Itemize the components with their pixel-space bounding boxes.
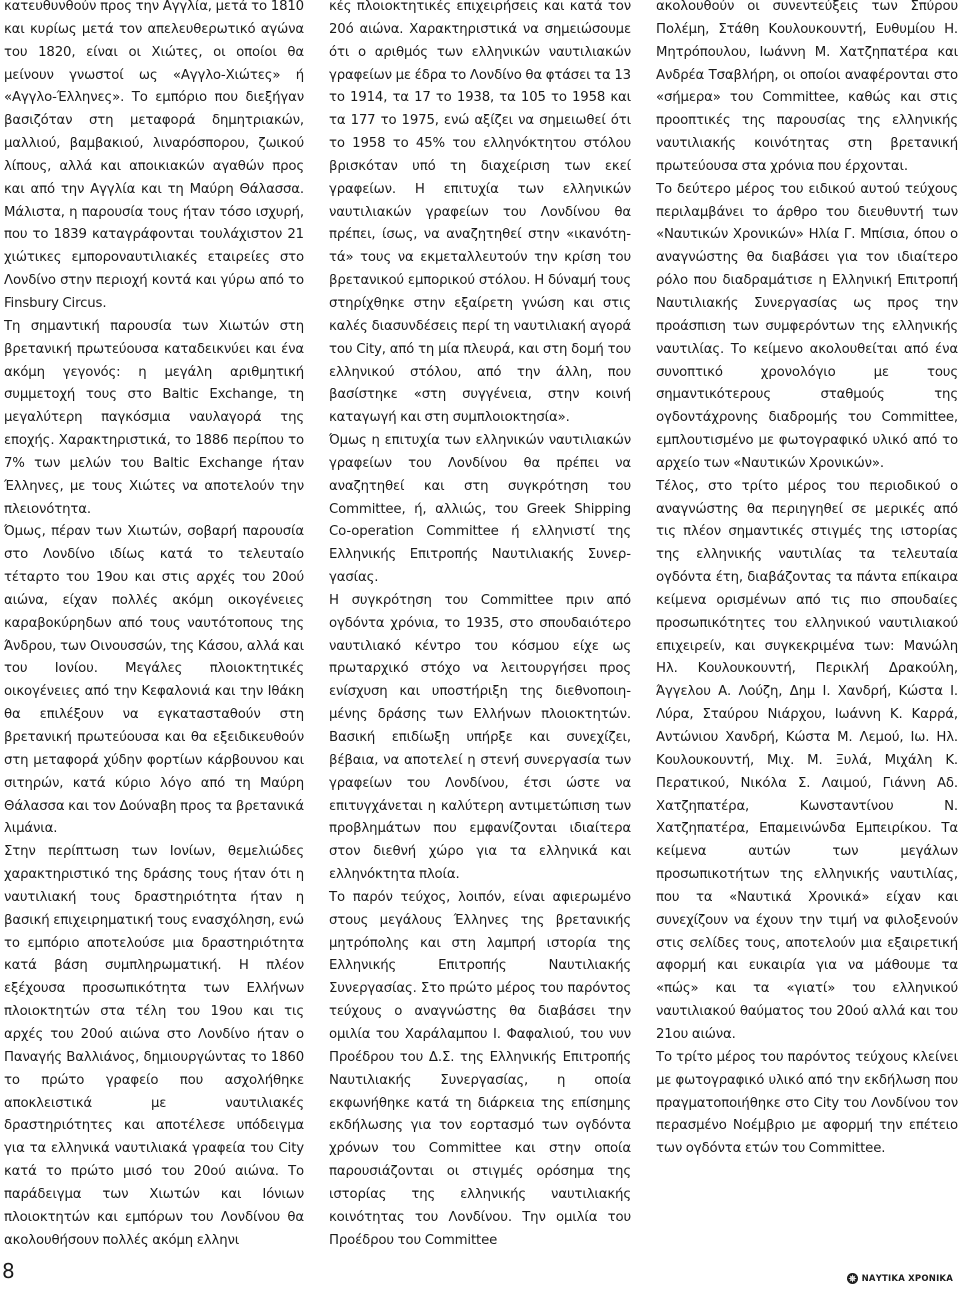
- text-column-3: [656, 0, 958, 1161]
- ship-wheel-icon: [847, 1273, 858, 1284]
- paragraph: Το δεύτερο μέρος του ειδικού αυτού τεύχους περιλαμβάνει το άρθρο του διευθυντή των «Ναυτικών Χρονικών» Ηλία Γ. Μπίσια, όπου ο αναγνώστης θα διαβάσει για τον ιδιαίτερο ρόλο που διαδραμάτισε η Ελληνική Επιτροπή Ναυτιλιακής Συνεργασίας ως προς την προάσπιση των συμφερόντων της ελληνικής ναυτιλίας. Το κείμενο ακολουθείται από ένα συνοπτικό χρονολόγιο με τους σημαντικότερους σταθμούς της ογδοντάχρονης διαδρομής του Committee, εμπλουτισμένο με φωτογραφικό υλικό από το αρχείο των «Ναυτικών Χρονικών».: [656, 181, 958, 471]
- paragraph: Τη σημαντική παρουσία των Χιωτών στη βρετανική πρωτεύουσα καταδεικνύει και ένα ακόμη γεγονός: η μεγάλη αριθμητική συμμετοχή τους στο Baltic Exchange, τη μεγαλύτερη παγκόσμια ναυλαγορά της εποχής. Χαρακτηριστικά, το 1886 περίπου το 7% των μελών του Baltic Exchange ήταν Έλληνες, με τους Χιώτες να αποτελούν την πλειονότητα.: [4, 318, 304, 517]
- paragraph: Το τρίτο μέρος του παρόντος τεύχους κλείνει με φωτογραφικό υλικό από την εκδήλωση που πραγματοποιήθηκε στο City του Λονδίνου τον περασμένο Νοέμβριο με αφορμή την επέτειο των ογδόντα ετών του Committee.: [656, 1049, 958, 1157]
- page-number: 8: [2, 1259, 15, 1283]
- paragraph: Το παρόν τεύχος, λοιπόν, είναι αφιερωμένο στους μεγάλους Έλληνες της βρετανικής μητρόπολης και στη λαμπρή ιστορία της Ελληνικής Επιτροπής Ναυτιλιακής Συνεργασίας. Στο πρώτο μέρος του παρόντος τεύχους ο αναγνώστης θα διαβάσει την ομιλία του Χαράλαμπου Ι. Φαφαλιού, του νυν Προέδρου του Δ.Σ. της Ελληνικής Επιτροπής Ναυτιλιακής Συνεργασίας, η οποία εκφωνήθηκε κατά τη διάρκεια της επίσημης εκδήλωσης για τον εορτασμό των ογδόντα χρόνων του Committee και στην οποία παρουσιάζονται οι στιγμές ορόσημα της ιστορίας της ελληνικής ναυτιλιακής κοινότητας του Λονδίνου. Την ομιλία του Προέδρου του Committee: [329, 889, 631, 1248]
- publication-logo: [847, 1273, 953, 1284]
- paragraph: Όμως, πέραν των Χιωτών, σοβαρή παρουσία στο Λονδίνο ιδίως κατά το τελευταίο τέταρτο του 19ου και στις αρχές του 20ού αιώνα, είχαν πολλές ακόμη οικογένειες καραβοκύρηδων από τους ναυτότοπους της Άνδρου, των Οινουσσών, της Κάσου, αλλά και του Ιονίου. Μεγάλες πλοιοκτητικές οικογένειες από την Κεφαλονιά και την Ιθάκη θα επιλέξουν να εγκατασταθούν στη βρετανική πρωτεύουσα και θα εξειδικευθούν στη μεταφορά χύδην φορτίων κάρβουνου και σιτηρών, κατά κύριο λόγο από τη Μαύρη Θάλασσα και τον Δούναβη προς τα βρετανικά λιμάνια.: [4, 524, 304, 837]
- page-footer: [0, 1240, 959, 1291]
- paragraph: κατευθυνθούν προς την Αγγλία, μετά το 1810 και κυρίως μετά τον απελευθερωτικό αγώνα του 1820, είναι οι Χιώτες, οι οποίοι θα μείνουν γνωστοί ως «Αγγλο-Χιώτες» ή «Αγγλο-Έλληνες». Το εμπόριο που διεξήγαν βασιζόταν στη μεταφορά δημητριακών, μαλλιού, βαμβακιού, λιναρόσπορου, ζωικού λίπους, αλλά και αποικιακών αγαθών προς και από την Αγγλία και τη Μαύρη Θάλασσα. Μάλιστα, η παρουσία τους ήταν τόσο ισχυρή, που το 1839 καταγράφονται τουλάχιστον 21 χιώτικες εμποροναυτιλιακές εταιρείες στο Λονδίνο στην περιοχή κοντά και γύρω από το Finsbury Circus.: [4, 0, 304, 311]
- paragraph: Η συγκρότηση του Committee πριν από ογδόντα χρόνια, το 1935, στο σπουδαιότερο ναυτιλιακό κέντρο του κόσμου είχε ως πρωταρχικό στόχο να λειτουργήσει προς ενίσχυση και υποστήριξη της διεθνοποιημένης δράσης των Ελλήνων πλοιοκτητών. Βασική επιδίωξη υπήρξε και συνεχίζει, βέβαια, να αποτελεί η στενή συνεργασία των γραφείων του Λονδίνου, έτσι ώστε να επιτυγχάνεται η καλύτερη αντιμετώπιση των προβλημάτων που εμφανίζονται ιδιαίτερα στον διεθνή χώρο για τα ελληνικά και ελληνόκτητα πλοία.: [329, 592, 631, 883]
- text-column-2: [329, 0, 631, 1252]
- paragraph: Όμως η επιτυχία των ελληνικών ναυτιλιακών γραφείων του Λονδίνου θα πρέπει να αναζητηθεί και στη συγκρότηση του Committee, ή, αλλιώς, του Greek Shipping Co-operation Committee ή ελληνιστί της Ελληνικής Επιτροπής Ναυτιλιακής Συνεργασίας.: [329, 433, 631, 586]
- paragraph: Τέλος, στο τρίτο μέρος του περιοδικού ο αναγνώστης θα περιηγηθεί σε μερικές από τις πλέον σημαντικές στιγμές της ιστορίας της ελληνικής ναυτιλίας τα τελευταία ογδόντα έτη, διαβάζοντας τα πάντα επίκαιρα κείμενα ορισμένων από τις πιο σπουδαίες προσωπικότητες του ελληνικού ναυτιλιακού επιχειρείν, και συγκεκριμένα των: Μανώλη Ηλ. Κουλουκουντή, Περικλή Δρακούλη, Άγγελου Α. Λούζη, Δημ Ι. Χανδρή, Κώστα Ι. Λύρα, Σταύρου Νιάρχου, Ιωάννη Κ. Καρρά, Αντώνιου Χανδρή, Κώστα Μ. Λεμού, Ιω. Ηλ. Κουλουκουντή, Μιχ. Μ. Ξυλά, Μιχάλη Κ. Περατικού, Νικόλα Σ. Λαιμού, Γιάννη Αδ. Χατζηπατέρα, Κωνσταντίνου Ν. Χατζηπατέρα, Επαμεινώνδα Εμπειρίκου. Τα κείμενα αυτών των μεγάλων προσωπικοτήτων της ελληνικής ναυτιλίας, που τα «Ναυτικά Χρονικά» είχαν και συνεχίζουν να έχουν την τιμή να φιλοξενούν στις σελίδες τους, αποτελούν μια εξαιρετική αφορμή και ευκαιρία για να μάθουμε τα «πώς» και τα «γιατί» του ελληνικού ναυτιλιακού θαύματος του 20ού αλλά και του 21ου αιώνα.: [656, 478, 958, 1042]
- paragraph: Στην περίπτωση των Ιονίων, θεμελιώδες χαρακτηριστικό της δράσης τους ήταν ότι η ναυτιλιακή τους δραστηριότητα ήταν η βασική επιχειρηματική τους ενασχόληση, ενώ το εμπόριο αποτελούσε μια δραστηριότητα κατά βάση συμπληρωματική. Η πλέον εξέχουσα προσωπικότητα των Ελλήνων πλοιοκτητών στα τέλη του 19ου και τις αρχές του 20ού αιώνα στο Λονδίνο ήταν ο Παναγής Βαλλιάνος, δημιουργώντας το 1860 το πρώτο γραφείο που ασχολήθηκε αποκλειστικά με ναυτιλιακές δραστηριότητες και αποτέλεσε υπόδειγμα για τα ελληνικά ναυτιλιακά γραφεία του City κατά το πρώτο μισό του 20ού αιώνα. Το παράδειγμα των Χιωτών και Ιόνιων πλοιοκτητών και εμπόρων του Λονδίνου θα ακολουθήσουν πολλές ακόμη ελληνι: [4, 844, 304, 1248]
- paragraph: ακολουθούν οι συνεντεύξεις των Σπύρου Πολέμη, Στάθη Κουλουκουντή, Ευθυμίου Η. Μητρόπουλου, Ιωάννη Μ. Χατζηπατέρα και Ανδρέα Τσαβλήρη, οι οποίοι αναφέρονται στο «σήμερα» του Committee, καθώς και στις προοπτικές της παρουσίας της ελληνικής ναυτιλιακής κοινότητας στη βρετανική πρωτεύουσα στα χρόνια που έρχονται.: [656, 0, 958, 174]
- paragraph: κές πλοιοκτητικές επιχειρήσεις και κατά τον 20ό αιώνα. Χαρακτηριστικά να σημειώσουμε ότι ο αριθμός των ελληνικών ναυτιλιακών γραφείων με έδρα το Λονδίνο θα φτάσει τα 13 το 1914, τα 17 το 1938, τα 105 το 1958 και τα 177 το 1975, ενώ αξίζει να σημειωθεί ότι το 1958 το 45% του ελληνόκτητου στόλου βρισκόταν υπό τη διαχείριση των εκεί γραφείων. Η επιτυχία των ελληνικών ναυτιλιακών γραφείων του Λονδίνου θα πρέπει, ίσως, να αναζητηθεί στην «ικανότητά» τους να εκμεταλλευτούν την κρίση του βρετανικού εμπορικού στόλου. Η δύναμή τους στηρίχθηκε στην εξαίρετη γνώση και στις καλές διασυνδέσεις περί τη ναυτιλιακή αγορά του City, από τη μία πλευρά, και στη δομή του ελληνικού στόλου, από την άλλη, που βασίστηκε «στη συγγένεια, στην κοινή καταγωγή και στη συμπλοιοκτησία».: [329, 0, 631, 426]
- text-column-1: [4, 0, 304, 1252]
- publication-name: ΝΑΥΤΙΚΑ ΧΡΟΝΙΚΑ: [861, 1273, 953, 1284]
